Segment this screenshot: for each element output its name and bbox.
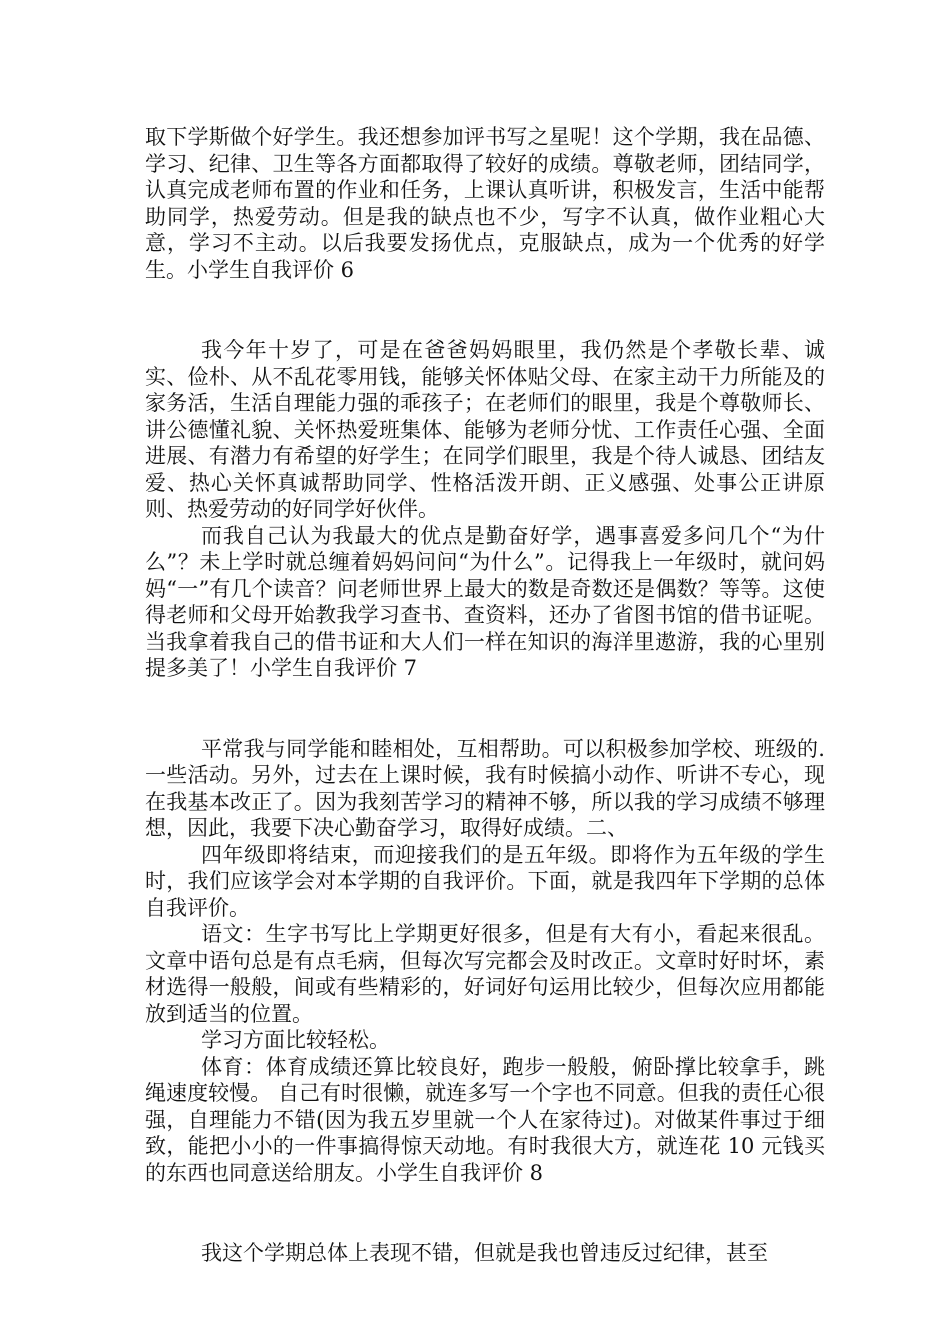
paragraph-2: 我今年十岁了，可是在爸爸妈妈眼里，我仍然是个孝敬长辈、诚实、俭朴、从不乱花零用钱，能够关怀体贴父母、在家主动干力所能及的家务活，生活自理能力强的乖孩子；在老师们的眼里，我是个尊敬师长、讲公德懂礼貌、关怀热爱班集体、能够为老师分忧、工作责任心强、全面进展、有潜力有希望的好学生；在同学们眼里，我是个待人诚恳、团结友爱、热心关怀真诚帮助同学、性格活泼开朗、正义感强、处事公正讲原则、热爱劳动的好同学好伙伴。 <box>145 338 825 521</box>
paragraph-gap <box>145 682 825 736</box>
paragraph-5: 四年级即将结束，而迎接我们的是五年级。即将作为五年级的学生时，我们应该学会对本学期的自我评价。下面，就是我四年下学期的总体自我评价。 <box>145 842 825 920</box>
document-body <box>145 124 825 1267</box>
paragraph-4: 平常我与同学能和睦相处，互相帮助。可以积极参加学校、班级的.一些活动。另外，过去在上课时候，我有时候搞小动作、听讲不专心，现在我基本改正了。因为我刻苦学习的精神不够，所以我的学习成绩不够理想，因此，我要下决心勤奋学习，取得好成绩。二、 <box>145 736 825 840</box>
paragraph-6: 语文：生字书写比上学期更好很多，但是有大有小，看起来很乱。文章中语句总是有点毛病，但每次写完都会及时改正。文章时好时坏，素材选得一般般，间或有些精彩的，好词好句运用比较少，但每次应用都能放到适当的位置。 <box>145 922 825 1026</box>
paragraph-9: 我这个学期总体上表现不错，但就是我也曾违反过纪律，甚至 <box>201 1241 768 1265</box>
paragraph-8: 体育：体育成绩还算比较良好，跑步一般般，俯卧撑比较拿手，跳绳速度较慢。 自己有时很懒，就连多写一个字也不同意。但我的责任心很强，自理能力不错(因为我五岁里就一个人在家待过)。对做某件事过于细致，能把小小的一件事搞得惊天动地。有时我很大方，就连花 10 元钱买的东西也同意送给朋友。小学生自我评价 8 <box>145 1054 825 1185</box>
paragraph-3: 而我自己认为我最大的优点是勤奋好学，遇事喜爱多问几个“为什么”？未上学时就总缠着妈妈问问“为什么”。记得我上一年级时，就问妈妈“一”有几个读音？问老师世界上最大的数是奇数还是偶数？等等。这使得老师和父母开始教我学习查书、查资料，还办了省图书馆的借书证呢。当我拿着我自己的借书证和大人们一样在知识的海洋里遨游，我的心里别提多美了！小学生自我评价 7 <box>145 523 825 680</box>
paragraph-gap <box>145 1186 825 1240</box>
paragraph-7: 学习方面比较轻松。 <box>201 1028 390 1052</box>
paragraph-1: 取下学斯做个好学生。我还想参加评书写之星呢！这个学期，我在品德、学习、纪律、卫生等各方面都取得了较好的成绩。尊敬老师，团结同学，认真完成老师布置的作业和任务，上课认真听讲，积极发言，生活中能帮助同学，热爱劳动。但是我的缺点也不少，写字不认真，做作业粗心大意，学习不主动。以后我要发扬优点，克服缺点，成为一个优秀的好学生。小学生自我评价 6 <box>145 125 825 282</box>
paragraph-gap <box>145 283 825 337</box>
